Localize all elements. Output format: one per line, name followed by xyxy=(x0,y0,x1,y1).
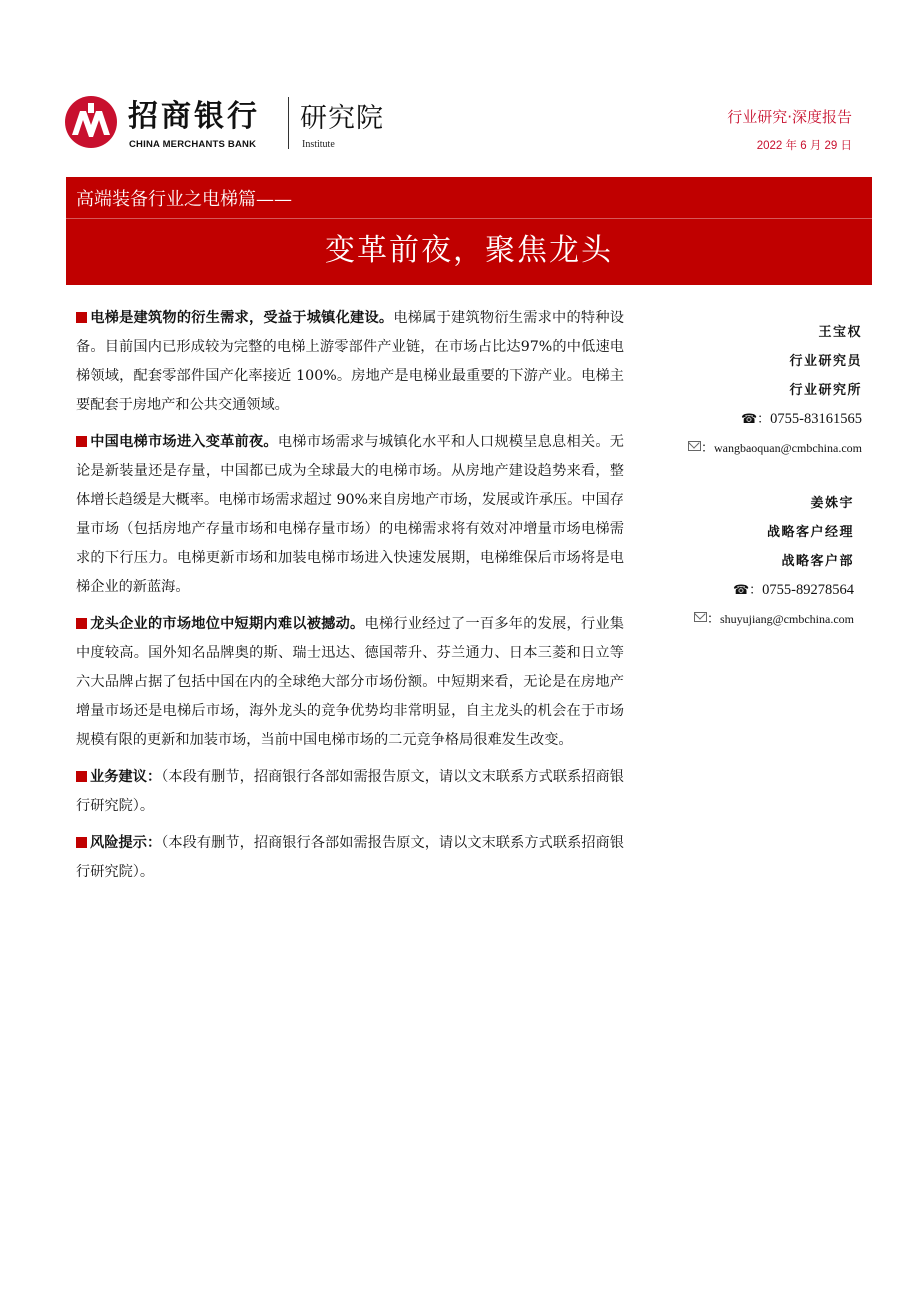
brand-name-cn: 招商银行 xyxy=(128,99,260,134)
institute-name-en: Institute xyxy=(302,139,335,150)
paragraph-lead: 中国电梯市场进入变革前夜。 xyxy=(90,434,278,450)
summary-paragraph xyxy=(76,610,624,755)
contact-title: 战略客户经理 xyxy=(766,525,854,540)
banner-divider xyxy=(66,218,872,219)
contact-title: 行业研究员 xyxy=(789,354,862,369)
report-date: 2022 年 6 月 29 日 xyxy=(756,140,852,152)
email-prefix: ： xyxy=(706,612,720,627)
contact-card xyxy=(688,318,862,463)
mail-icon xyxy=(694,612,707,622)
paragraph-text: 电梯属于建筑物衍生需求中的特种设备。目前国内已形成较为完整的电梯上游零部件产业链，在市场占比达97%的中低速电梯领域，配套零部件国产化率接近 100%。房地产是电梯业最重要的下游产业。电梯主要配套于房地产和公共交通领域。 xyxy=(76,310,624,413)
summary-paragraph xyxy=(76,829,624,887)
contact-phone: 0755-83161565 xyxy=(770,411,862,427)
phone-prefix: ： xyxy=(757,412,771,427)
square-bullet-icon xyxy=(76,312,87,323)
cmb-logo-icon xyxy=(64,95,118,149)
contact-name: 姜姝宇 xyxy=(810,496,854,511)
banner-subtitle: 高端装备行业之电梯篇—— xyxy=(76,189,292,210)
email-prefix: ： xyxy=(700,441,714,456)
title-banner xyxy=(66,177,872,285)
contact-email[interactable]: wangbaoquan@cmbchina.com xyxy=(713,441,862,455)
contact-name: 王宝权 xyxy=(818,325,862,340)
report-type: 行业研究·深度报告 xyxy=(727,108,852,126)
paragraph-text: （本段有删节，招商银行各部如需报告原文，请以文末联系方式联系招商银行研究院）。 xyxy=(76,835,624,880)
paragraph-lead: 业务建议： xyxy=(90,769,162,785)
contact-card xyxy=(694,489,854,634)
paragraph-text: （本段有删节，招商银行各部如需报告原文，请以文末联系方式联系招商银行研究院）。 xyxy=(76,769,624,814)
contact-dept: 战略客户部 xyxy=(781,554,854,569)
paragraph-lead: 电梯是建筑物的衍生需求，受益于城镇化建设。 xyxy=(90,310,394,326)
summary-paragraph xyxy=(76,428,624,602)
paragraph-lead: 龙头企业的市场地位中短期内难以被撼动。 xyxy=(90,616,365,632)
square-bullet-icon xyxy=(76,771,87,782)
banner-title: 变革前夜，聚焦龙头 xyxy=(325,233,613,268)
paragraph-text: 电梯市场需求与城镇化水平和人口规模呈息息相关。无论是新装量还是存量，中国都已成为全球最大的电梯市场。从房地产建设趋势来看，整体增长趋缓是大概率。电梯市场需求超过 90%来自房地产市场，发展或许承压。中国存量市场（包括房地产存量市场和电梯存量市场）的电梯需求将有效对冲增量市场电梯需求的下行压力。电梯更新市场和加装电梯市场进入快速发展期，电梯维保后市场将是电梯企业的新蓝海。 xyxy=(76,434,624,595)
institute-name-cn: 研究院 xyxy=(300,103,384,134)
square-bullet-icon xyxy=(76,837,87,848)
brand-name-en: CHINA MERCHANTS BANK xyxy=(129,139,257,150)
phone-icon: ☎ xyxy=(740,412,758,427)
square-bullet-icon xyxy=(76,618,87,629)
paragraph-lead: 风险提示： xyxy=(90,835,162,851)
contact-email[interactable]: shuyujiang@cmbchina.com xyxy=(719,612,854,626)
mail-icon xyxy=(688,441,701,451)
contact-phone: 0755-89278564 xyxy=(762,582,854,598)
paragraph-text: 电梯行业经过了一百多年的发展，行业集中度较高。国外知名品牌奥的斯、瑞士迅达、德国蒂升、芬兰通力、日本三菱和日立等六大品牌占据了包括中国在内的全球绝大部分市场份额。中短期来看，无论是在房地产增量市场还是电梯后市场，海外龙头的竞争优势均非常明显，自主龙头的机会在于市场规模有限的更新和加装市场，当前中国电梯市场的二元竞争格局很难发生改变。 xyxy=(76,616,624,748)
header-divider xyxy=(288,97,289,149)
square-bullet-icon xyxy=(76,436,87,447)
phone-icon: ☎ xyxy=(732,583,750,598)
summary-paragraph xyxy=(76,304,624,420)
phone-prefix: ： xyxy=(749,583,763,598)
contact-dept: 行业研究所 xyxy=(789,383,862,398)
summary-paragraph xyxy=(76,763,624,821)
summary-body xyxy=(76,304,624,895)
